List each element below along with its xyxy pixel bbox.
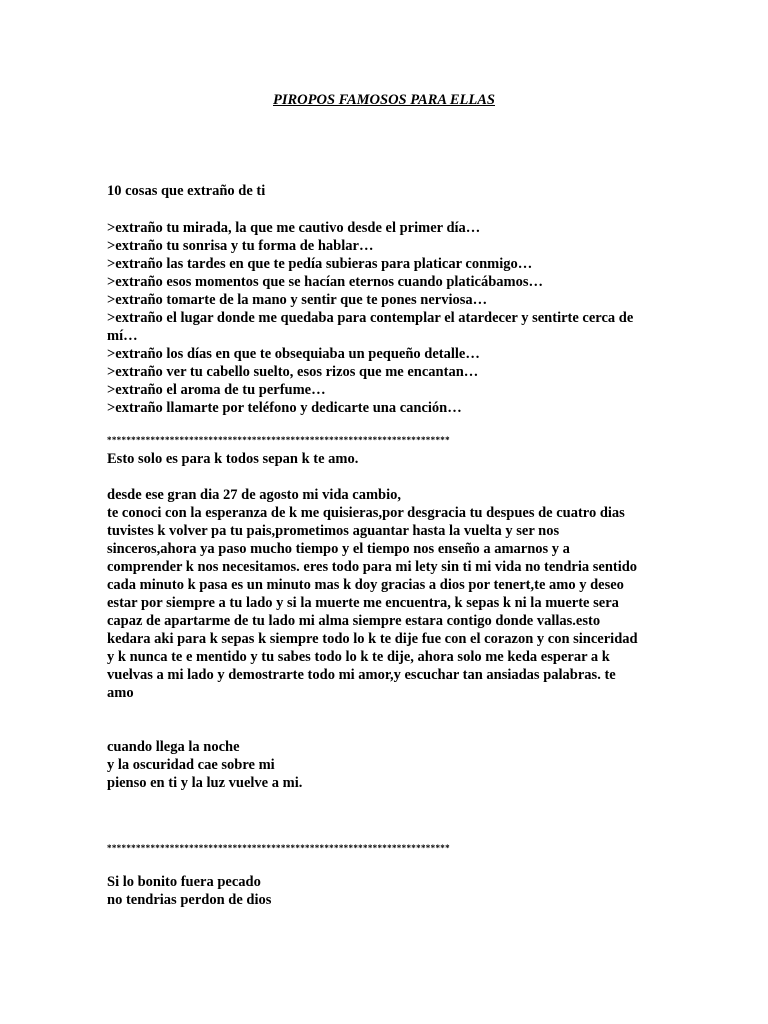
love-line: Esto solo es para k todos sepan k te amo. xyxy=(107,451,359,467)
letter-line: capaz de apartarme de tu lado mi alma siempre estara contigo donde vallas.esto xyxy=(107,613,601,629)
document-title: PIROPOS FAMOSOS PARA ELLAS xyxy=(272,92,495,108)
list-item: >extraño tomarte de la mano y sentir que te pones nerviosa… xyxy=(107,292,488,308)
final-line: no tendrias perdon de dios xyxy=(107,892,272,908)
letter-line: estar por siempre a tu lado y si la muerte me encuentra, k sepas k ni la muerte sera xyxy=(107,595,619,611)
list-item: >extraño tu sonrisa y tu forma de hablar… xyxy=(107,238,374,254)
list-item: >extraño esos momentos que se hacían eternos cuando platicábamos… xyxy=(107,274,544,290)
list-item: >extraño ver tu cabello suelto, esos rizos que me encantan… xyxy=(107,364,479,380)
list-item: >extraño llamarte por teléfono y dedicarte una canción… xyxy=(107,400,462,416)
letter-line: sinceros,ahora ya paso mucho tiempo y el tiempo nos enseño a amarnos y a xyxy=(107,541,570,557)
letter-line: comprender k nos necesitamos. eres todo para mi lety sin ti mi vida no tendria sentido xyxy=(107,559,638,575)
letter-line: desde ese gran dia 27 de agosto mi vida cambio, xyxy=(107,487,402,503)
list-item: >extraño el lugar donde me quedaba para contemplar el atardecer y sentirte cerca de xyxy=(107,310,634,326)
poem-line: cuando llega la noche xyxy=(107,739,240,755)
list-heading: 10 cosas que extraño de ti xyxy=(107,183,266,199)
letter-line: kedara aki para k sepas k siempre todo lo k te dije fue con el corazon y con sinceridad xyxy=(107,631,638,647)
separator: *********************************************************************** xyxy=(107,435,450,445)
letter-line: vuelvas a mi lado y demostrarte todo mi amor,y escuchar tan ansiadas palabras. te xyxy=(107,667,616,683)
poem-line: pienso en ti y la luz vuelve a mi. xyxy=(107,775,303,791)
separator: *********************************************************************** xyxy=(107,843,450,853)
letter-line: tuvistes k volver pa tu pais,prometimos aguantar hasta la vuelta y ser nos xyxy=(107,523,560,539)
letter-line: amo xyxy=(107,685,134,701)
list-item: >extraño el aroma de tu perfume… xyxy=(107,382,326,398)
list-item: >extraño tu mirada, la que me cautivo desde el primer día… xyxy=(107,220,481,236)
list-item: >extraño los días en que te obsequiaba un pequeño detalle… xyxy=(107,346,480,362)
final-line: Si lo bonito fuera pecado xyxy=(107,874,261,890)
letter-line: y k nunca te e mentido y tu sabes todo lo k te dije, ahora solo me keda esperar a k xyxy=(107,649,610,665)
poem-line: y la oscuridad cae sobre mi xyxy=(107,757,275,773)
letter-line: cada minuto k pasa es un minuto mas k doy gracias a dios por tenert,te amo y deseo xyxy=(107,577,624,593)
list-item: mí… xyxy=(107,328,138,344)
letter-line: te conoci con la esperanza de k me quisieras,por desgracia tu despues de cuatro dias xyxy=(107,505,625,521)
list-item: >extraño las tardes en que te pedía subieras para platicar conmigo… xyxy=(107,256,533,272)
